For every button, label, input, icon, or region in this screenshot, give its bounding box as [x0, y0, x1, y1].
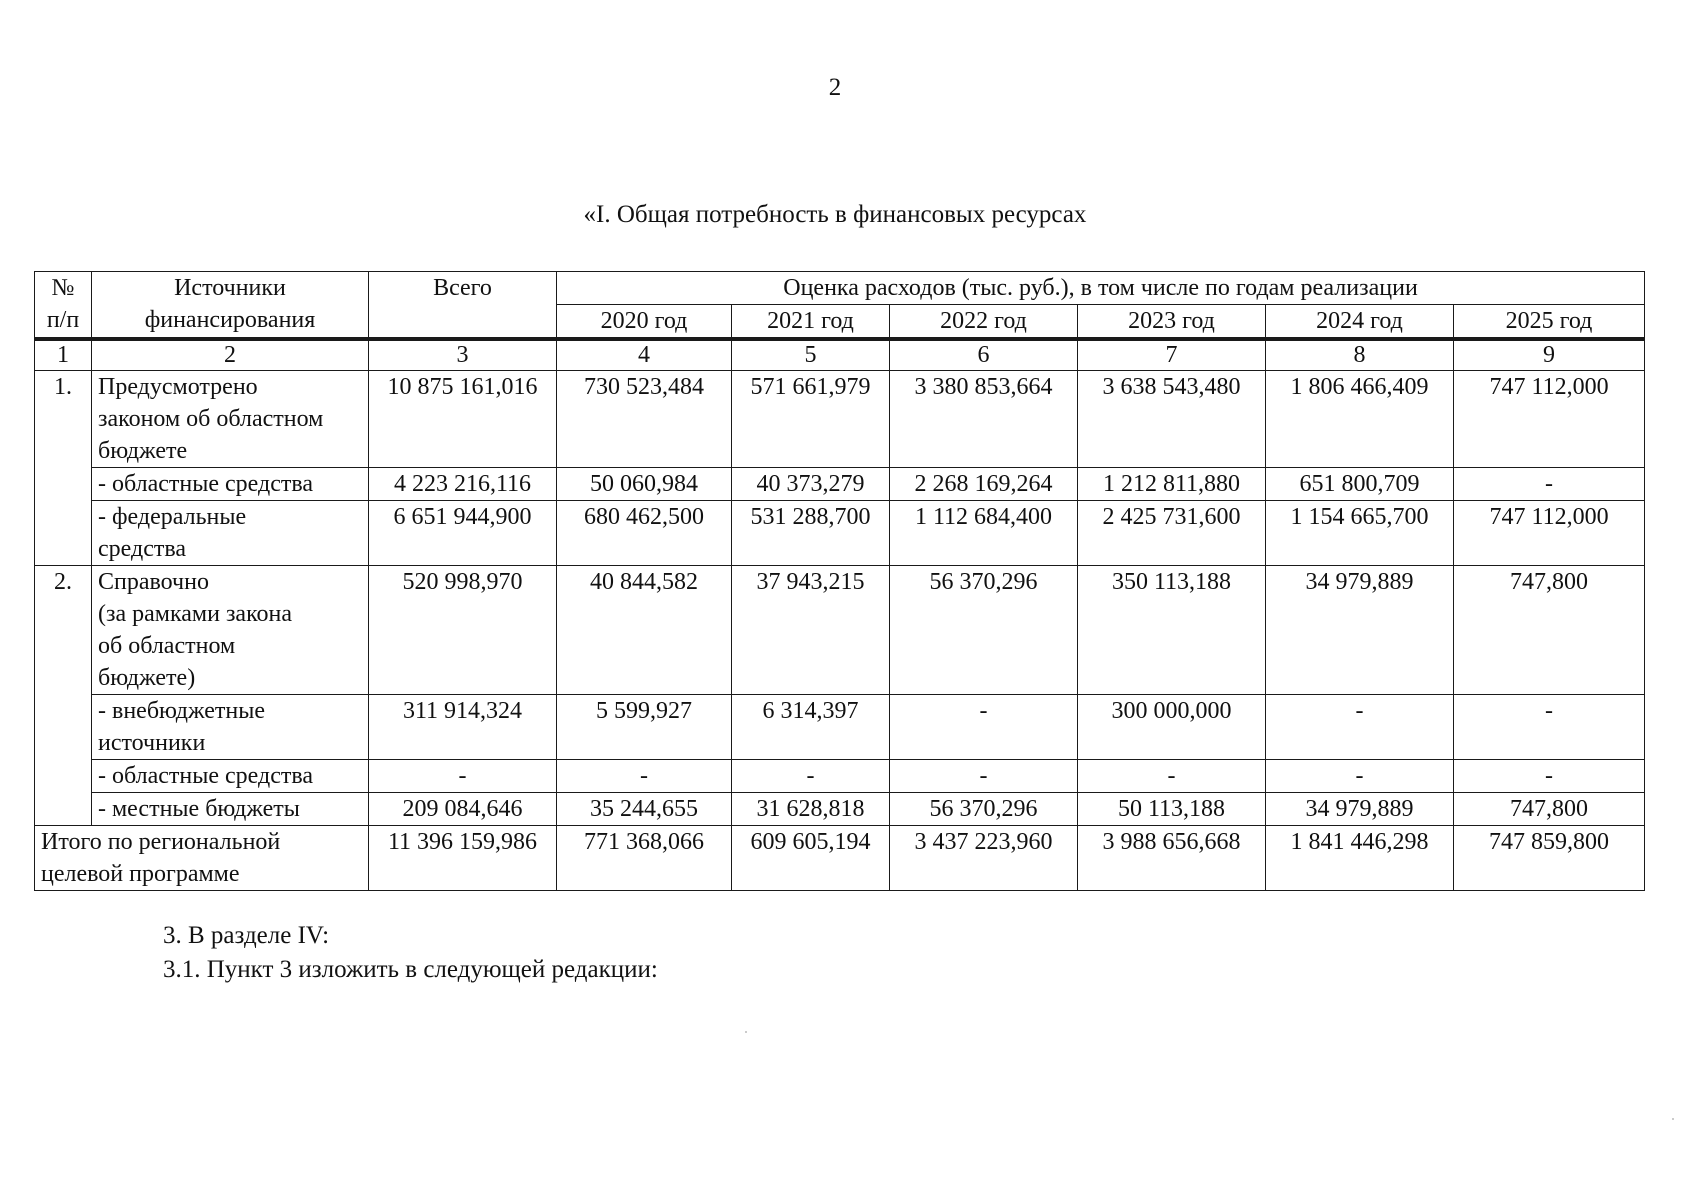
- value-cell: -: [557, 760, 732, 793]
- header-year-cell: 2023 год: [1078, 305, 1266, 340]
- source-line: - внебюджетные: [98, 698, 265, 724]
- table-row: [35, 695, 1645, 760]
- value-cell: 56 370,296: [890, 566, 1078, 695]
- value-cell: 6 314,397: [732, 695, 890, 760]
- page-number: 2: [828, 74, 842, 101]
- row-number-cell: 1.: [35, 371, 92, 566]
- value-cell: 520 998,970: [369, 566, 557, 695]
- column-number-cell: 4: [557, 339, 732, 371]
- value-cell: 34 979,889: [1266, 566, 1454, 695]
- value-cell: 37 943,215: [732, 566, 890, 695]
- value-cell: 50 060,984: [557, 468, 732, 501]
- value-cell: -: [369, 760, 557, 793]
- column-number-cell: 1: [35, 339, 92, 371]
- header-year-cell: 2020 год: [557, 305, 732, 340]
- value-cell: 2 268 169,264: [890, 468, 1078, 501]
- value-cell: -: [1266, 695, 1454, 760]
- value-cell: 3 380 853,664: [890, 371, 1078, 468]
- value-cell: 4 223 216,116: [369, 468, 557, 501]
- paragraph: 3.1. Пункт 3 изложить в следующей редакции:: [163, 956, 658, 983]
- row-number-cell: 2.: [35, 566, 92, 826]
- header-year-cell: 2022 год: [890, 305, 1078, 340]
- value-cell: 1 212 811,880: [1078, 468, 1266, 501]
- financing-table: [34, 271, 1645, 891]
- value-cell: 40 373,279: [732, 468, 890, 501]
- value-cell: 3 638 543,480: [1078, 371, 1266, 468]
- value-cell: -: [890, 760, 1078, 793]
- value-cell: 1 112 684,400: [890, 501, 1078, 566]
- header-year-cell: 2024 год: [1266, 305, 1454, 340]
- value-cell: -: [1078, 760, 1266, 793]
- column-number-cell: 2: [92, 339, 369, 371]
- source-cell: [92, 371, 369, 468]
- paragraph: 3. В разделе IV:: [163, 922, 330, 949]
- header-sources-line: Источники: [174, 275, 286, 301]
- value-cell: -: [890, 695, 1078, 760]
- value-cell: 34 979,889: [1266, 793, 1454, 826]
- header-total-cell: Всего: [369, 272, 557, 340]
- header-estimate-cell: Оценка расходов (тыс. руб.), в том числе по годам реализации: [557, 272, 1645, 305]
- table-row: [35, 371, 1645, 468]
- table-row: [35, 468, 1645, 501]
- source-cell: [92, 566, 369, 695]
- value-cell: 747 112,000: [1454, 371, 1645, 468]
- value-cell: -: [1454, 468, 1645, 501]
- total-value-cell: 3 988 656,668: [1078, 826, 1266, 891]
- header-num-line: №: [51, 275, 75, 301]
- value-cell: 730 523,484: [557, 371, 732, 468]
- table-row: [35, 793, 1645, 826]
- total-label-line: целевой программе: [41, 861, 240, 887]
- total-value-cell: 11 396 159,986: [369, 826, 557, 891]
- value-cell: -: [1454, 760, 1645, 793]
- value-cell: 35 244,655: [557, 793, 732, 826]
- value-cell: 350 113,188: [1078, 566, 1266, 695]
- source-line: об областном: [98, 633, 236, 659]
- column-number-cell: 9: [1454, 339, 1645, 371]
- total-value-cell: 771 368,066: [557, 826, 732, 891]
- value-cell: 300 000,000: [1078, 695, 1266, 760]
- source-line: Предусмотрено: [98, 374, 258, 400]
- total-row: [35, 826, 1645, 891]
- header-year-cell: 2021 год: [732, 305, 890, 340]
- total-value-cell: 609 605,194: [732, 826, 890, 891]
- value-cell: 571 661,979: [732, 371, 890, 468]
- column-number-cell: 5: [732, 339, 890, 371]
- column-number-cell: 8: [1266, 339, 1454, 371]
- total-value-cell: 747 859,800: [1454, 826, 1645, 891]
- total-label-line: Итого по региональной: [41, 829, 281, 855]
- total-value-cell: 1 841 446,298: [1266, 826, 1454, 891]
- source-cell: [92, 793, 369, 826]
- value-cell: 680 462,500: [557, 501, 732, 566]
- source-line: источники: [98, 730, 206, 756]
- source-line: (за рамками закона: [98, 601, 293, 627]
- source-line: бюджете): [98, 665, 196, 691]
- section-title: «I. Общая потребность в финансовых ресурсах: [583, 201, 1087, 228]
- column-number-row: [35, 339, 1645, 371]
- source-cell: [92, 501, 369, 566]
- value-cell: 56 370,296: [890, 793, 1078, 826]
- scan-speck: [1672, 1118, 1674, 1120]
- source-line: Справочно: [98, 569, 209, 595]
- source-line: - областные средства: [98, 471, 314, 497]
- value-cell: 1 806 466,409: [1266, 371, 1454, 468]
- source-cell: [92, 695, 369, 760]
- value-cell: -: [1266, 760, 1454, 793]
- source-cell: [92, 468, 369, 501]
- value-cell: -: [1454, 695, 1645, 760]
- header-sources-line: финансирования: [144, 307, 316, 333]
- value-cell: 1 154 665,700: [1266, 501, 1454, 566]
- table-row: [35, 501, 1645, 566]
- source-line: законом об областном: [98, 406, 324, 432]
- value-cell: 50 113,188: [1078, 793, 1266, 826]
- value-cell: 209 084,646: [369, 793, 557, 826]
- table-row: [35, 760, 1645, 793]
- source-line: бюджете: [98, 438, 188, 464]
- scan-speck: [745, 1031, 747, 1033]
- total-label-cell: [35, 826, 369, 891]
- value-cell: 311 914,324: [369, 695, 557, 760]
- table-row: [35, 566, 1645, 695]
- header-sources-cell: [92, 272, 369, 340]
- value-cell: 747,800: [1454, 793, 1645, 826]
- header-num-cell: [35, 272, 92, 340]
- value-cell: 31 628,818: [732, 793, 890, 826]
- value-cell: 747 112,000: [1454, 501, 1645, 566]
- column-number-cell: 6: [890, 339, 1078, 371]
- header-row: [35, 272, 1645, 305]
- column-number-cell: 3: [369, 339, 557, 371]
- value-cell: 10 875 161,016: [369, 371, 557, 468]
- source-line: - федеральные: [98, 504, 247, 530]
- source-line: средства: [98, 536, 187, 562]
- value-cell: 531 288,700: [732, 501, 890, 566]
- header-year-cell: 2025 год: [1454, 305, 1645, 340]
- total-value-cell: 3 437 223,960: [890, 826, 1078, 891]
- value-cell: 2 425 731,600: [1078, 501, 1266, 566]
- value-cell: 651 800,709: [1266, 468, 1454, 501]
- value-cell: -: [732, 760, 890, 793]
- source-cell: [92, 760, 369, 793]
- value-cell: 747,800: [1454, 566, 1645, 695]
- value-cell: 40 844,582: [557, 566, 732, 695]
- header-num-line: п/п: [46, 307, 80, 333]
- value-cell: 6 651 944,900: [369, 501, 557, 566]
- value-cell: 5 599,927: [557, 695, 732, 760]
- source-line: - местные бюджеты: [98, 796, 300, 822]
- column-number-cell: 7: [1078, 339, 1266, 371]
- source-line: - областные средства: [98, 763, 314, 789]
